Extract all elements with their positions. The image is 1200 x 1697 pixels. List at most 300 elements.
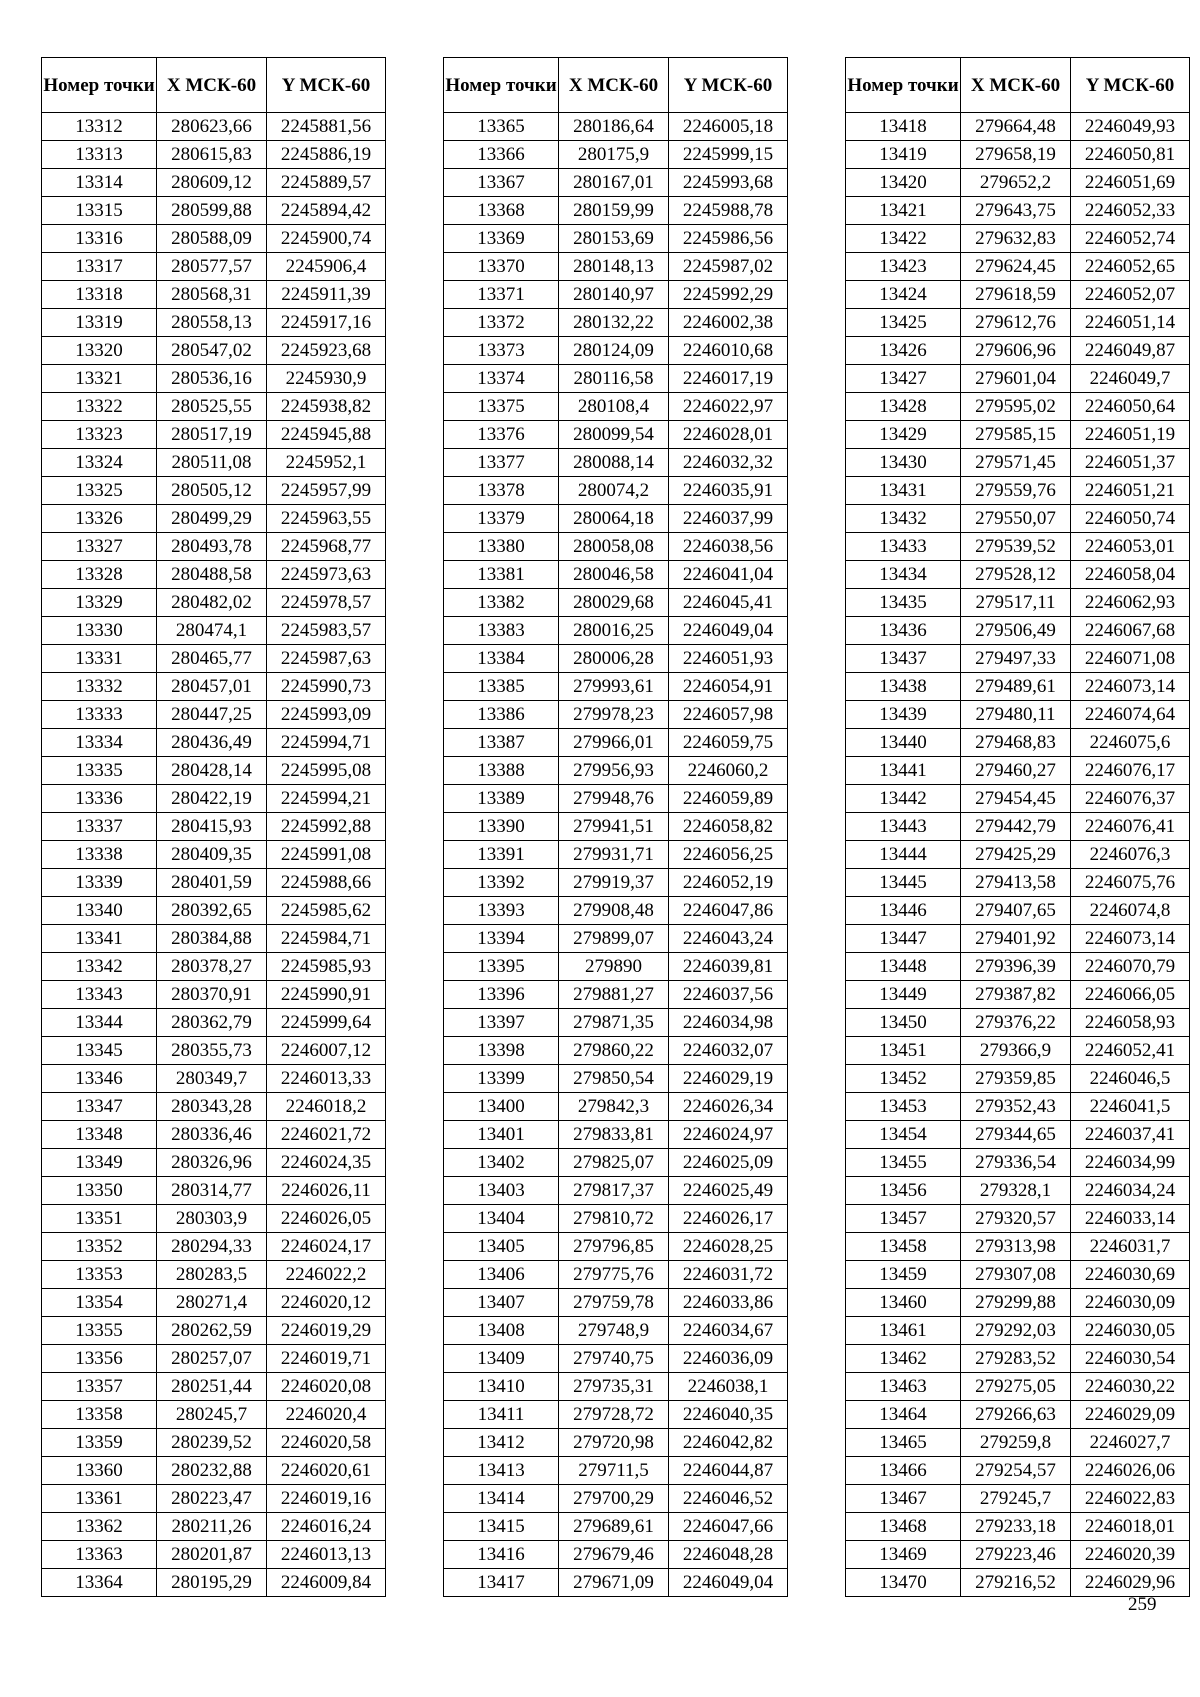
y-coordinate-cell: 2245993,09 [267, 701, 386, 729]
table-row [444, 1261, 788, 1289]
point-number-cell: 13429 [846, 421, 961, 449]
table-row [846, 869, 1190, 897]
point-number-cell: 13470 [846, 1569, 961, 1597]
y-coordinate-cell: 2246052,65 [1071, 253, 1190, 281]
table-header [42, 58, 386, 113]
point-number-cell: 13319 [42, 309, 157, 337]
x-coordinate-cell: 279216,52 [961, 1569, 1071, 1597]
y-coordinate-cell: 2245881,56 [267, 113, 386, 141]
point-number-cell: 13387 [444, 729, 559, 757]
y-coordinate-cell: 2246051,69 [1071, 169, 1190, 197]
x-coordinate-cell: 280362,79 [157, 1009, 267, 1037]
table-row [42, 1233, 386, 1261]
y-coordinate-cell: 2246070,79 [1071, 953, 1190, 981]
table-row [846, 1373, 1190, 1401]
y-coordinate-cell: 2246027,7 [1071, 1429, 1190, 1457]
y-coordinate-cell: 2246050,81 [1071, 141, 1190, 169]
x-coordinate-cell: 280568,31 [157, 281, 267, 309]
table-row [846, 1289, 1190, 1317]
point-number-cell: 13460 [846, 1289, 961, 1317]
point-number-cell: 13398 [444, 1037, 559, 1065]
x-coordinate-cell: 279740,75 [559, 1345, 669, 1373]
point-number-cell: 13445 [846, 869, 961, 897]
x-coordinate-cell: 280132,22 [559, 309, 669, 337]
point-number-cell: 13366 [444, 141, 559, 169]
table-row [444, 813, 788, 841]
x-coordinate-cell: 280108,4 [559, 393, 669, 421]
table-row [444, 365, 788, 393]
table-row [42, 1037, 386, 1065]
point-number-cell: 13411 [444, 1401, 559, 1429]
table-row [846, 981, 1190, 1009]
table-row [444, 1037, 788, 1065]
table-row [444, 1093, 788, 1121]
y-coordinate-cell: 2246028,25 [669, 1233, 788, 1261]
point-number-cell: 13425 [846, 309, 961, 337]
table-row [846, 645, 1190, 673]
x-coordinate-cell: 279425,29 [961, 841, 1071, 869]
table-row [42, 169, 386, 197]
table-row [846, 1513, 1190, 1541]
header-point-number: Номер точки [42, 58, 157, 113]
point-number-cell: 13428 [846, 393, 961, 421]
y-coordinate-cell: 2246020,4 [267, 1401, 386, 1429]
y-coordinate-cell: 2246032,32 [669, 449, 788, 477]
table-row [846, 141, 1190, 169]
point-number-cell: 13430 [846, 449, 961, 477]
x-coordinate-cell: 280415,93 [157, 813, 267, 841]
table-row [846, 757, 1190, 785]
point-number-cell: 13389 [444, 785, 559, 813]
table-row [42, 1457, 386, 1485]
table-row [846, 1093, 1190, 1121]
table-row [444, 1513, 788, 1541]
x-coordinate-cell: 280058,08 [559, 533, 669, 561]
y-coordinate-cell: 2246039,81 [669, 953, 788, 981]
y-coordinate-cell: 2246017,19 [669, 365, 788, 393]
x-coordinate-cell: 279825,07 [559, 1149, 669, 1177]
x-coordinate-cell: 279550,07 [961, 505, 1071, 533]
x-coordinate-cell: 280186,64 [559, 113, 669, 141]
table-row [42, 589, 386, 617]
point-number-cell: 13459 [846, 1261, 961, 1289]
table-row [444, 1065, 788, 1093]
point-number-cell: 13414 [444, 1485, 559, 1513]
y-coordinate-cell: 2246052,74 [1071, 225, 1190, 253]
point-number-cell: 13413 [444, 1457, 559, 1485]
point-number-cell: 13419 [846, 141, 961, 169]
x-coordinate-cell: 279810,72 [559, 1205, 669, 1233]
table-row [444, 1485, 788, 1513]
table-row [444, 113, 788, 141]
x-coordinate-cell: 279700,29 [559, 1485, 669, 1513]
x-coordinate-cell: 279320,57 [961, 1205, 1071, 1233]
y-coordinate-cell: 2246051,21 [1071, 477, 1190, 505]
x-coordinate-cell: 279489,61 [961, 673, 1071, 701]
y-coordinate-cell: 2246052,33 [1071, 197, 1190, 225]
y-coordinate-cell: 2245995,08 [267, 757, 386, 785]
point-number-cell: 13417 [444, 1569, 559, 1597]
table-row [846, 505, 1190, 533]
point-number-cell: 13335 [42, 757, 157, 785]
table-row [846, 393, 1190, 421]
header-y-msk60: Y МСК-60 [267, 58, 386, 113]
x-coordinate-cell: 279359,85 [961, 1065, 1071, 1093]
point-number-cell: 13352 [42, 1233, 157, 1261]
x-coordinate-cell: 280271,4 [157, 1289, 267, 1317]
point-number-cell: 13355 [42, 1317, 157, 1345]
x-coordinate-cell: 279376,22 [961, 1009, 1071, 1037]
x-coordinate-cell: 279908,48 [559, 897, 669, 925]
table-row [42, 1149, 386, 1177]
y-coordinate-cell: 2246030,69 [1071, 1261, 1190, 1289]
point-number-cell: 13447 [846, 925, 961, 953]
point-number-cell: 13338 [42, 841, 157, 869]
point-number-cell: 13324 [42, 449, 157, 477]
table-row [846, 701, 1190, 729]
x-coordinate-cell: 279454,45 [961, 785, 1071, 813]
x-coordinate-cell: 280482,02 [157, 589, 267, 617]
y-coordinate-cell: 2246053,01 [1071, 533, 1190, 561]
point-number-cell: 13379 [444, 505, 559, 533]
table-row [42, 645, 386, 673]
point-number-cell: 13418 [846, 113, 961, 141]
x-coordinate-cell: 279352,43 [961, 1093, 1071, 1121]
table-row [42, 1205, 386, 1233]
y-coordinate-cell: 2245911,39 [267, 281, 386, 309]
point-number-cell: 13348 [42, 1121, 157, 1149]
table-row [444, 477, 788, 505]
table-row [444, 701, 788, 729]
table-row [846, 281, 1190, 309]
point-number-cell: 13315 [42, 197, 157, 225]
table-row [42, 701, 386, 729]
table-row [846, 1121, 1190, 1149]
y-coordinate-cell: 2246005,18 [669, 113, 788, 141]
y-coordinate-cell: 2246016,24 [267, 1513, 386, 1541]
x-coordinate-cell: 280615,83 [157, 141, 267, 169]
table-row [42, 141, 386, 169]
table-row [444, 1009, 788, 1037]
table-row [42, 1177, 386, 1205]
table-row [444, 449, 788, 477]
y-coordinate-cell: 2246050,64 [1071, 393, 1190, 421]
y-coordinate-cell: 2245952,1 [267, 449, 386, 477]
x-coordinate-cell: 280140,97 [559, 281, 669, 309]
y-coordinate-cell: 2246026,11 [267, 1177, 386, 1205]
point-number-cell: 13400 [444, 1093, 559, 1121]
x-coordinate-cell: 280006,28 [559, 645, 669, 673]
y-coordinate-cell: 2246025,09 [669, 1149, 788, 1177]
y-coordinate-cell: 2246018,2 [267, 1093, 386, 1121]
table-row [42, 869, 386, 897]
point-number-cell: 13317 [42, 253, 157, 281]
table-row [42, 897, 386, 925]
x-coordinate-cell: 279796,85 [559, 1233, 669, 1261]
point-number-cell: 13330 [42, 617, 157, 645]
x-coordinate-cell: 280064,18 [559, 505, 669, 533]
y-coordinate-cell: 2245991,08 [267, 841, 386, 869]
y-coordinate-cell: 2246047,86 [669, 897, 788, 925]
point-number-cell: 13443 [846, 813, 961, 841]
point-number-cell: 13345 [42, 1037, 157, 1065]
point-number-cell: 13360 [42, 1457, 157, 1485]
x-coordinate-cell: 280016,25 [559, 617, 669, 645]
x-coordinate-cell: 279460,27 [961, 757, 1071, 785]
x-coordinate-cell: 280499,29 [157, 505, 267, 533]
table-row [846, 785, 1190, 813]
table-row [846, 169, 1190, 197]
point-number-cell: 13438 [846, 673, 961, 701]
point-number-cell: 13422 [846, 225, 961, 253]
table-body [444, 113, 788, 1597]
x-coordinate-cell: 279336,54 [961, 1149, 1071, 1177]
y-coordinate-cell: 2246034,24 [1071, 1177, 1190, 1205]
y-coordinate-cell: 2246058,04 [1071, 561, 1190, 589]
table-row [444, 1569, 788, 1597]
x-coordinate-cell: 280232,88 [157, 1457, 267, 1485]
table-row [42, 197, 386, 225]
point-number-cell: 13409 [444, 1345, 559, 1373]
x-coordinate-cell: 280517,19 [157, 421, 267, 449]
y-coordinate-cell: 2246062,93 [1071, 589, 1190, 617]
point-number-cell: 13380 [444, 533, 559, 561]
y-coordinate-cell: 2246049,04 [669, 617, 788, 645]
x-coordinate-cell: 280558,13 [157, 309, 267, 337]
point-number-cell: 13431 [846, 477, 961, 505]
y-coordinate-cell: 2245917,16 [267, 309, 386, 337]
table-row [444, 1121, 788, 1149]
point-number-cell: 13456 [846, 1177, 961, 1205]
x-coordinate-cell: 279539,52 [961, 533, 1071, 561]
point-number-cell: 13340 [42, 897, 157, 925]
x-coordinate-cell: 279606,96 [961, 337, 1071, 365]
table-row [42, 673, 386, 701]
x-coordinate-cell: 279833,81 [559, 1121, 669, 1149]
point-number-cell: 13378 [444, 477, 559, 505]
table-row [444, 981, 788, 1009]
table-row [846, 1065, 1190, 1093]
y-coordinate-cell: 2245993,68 [669, 169, 788, 197]
y-coordinate-cell: 2245900,74 [267, 225, 386, 253]
y-coordinate-cell: 2246026,06 [1071, 1457, 1190, 1485]
table-row [42, 785, 386, 813]
table-row [846, 561, 1190, 589]
y-coordinate-cell: 2246075,76 [1071, 869, 1190, 897]
point-number-cell: 13410 [444, 1373, 559, 1401]
y-coordinate-cell: 2245984,71 [267, 925, 386, 953]
point-number-cell: 13354 [42, 1289, 157, 1317]
x-coordinate-cell: 280251,44 [157, 1373, 267, 1401]
x-coordinate-cell: 279328,1 [961, 1177, 1071, 1205]
point-number-cell: 13397 [444, 1009, 559, 1037]
table-body [42, 113, 386, 1597]
x-coordinate-cell: 279442,79 [961, 813, 1071, 841]
x-coordinate-cell: 280422,19 [157, 785, 267, 813]
table-row [42, 449, 386, 477]
point-number-cell: 13461 [846, 1317, 961, 1345]
y-coordinate-cell: 2246031,7 [1071, 1233, 1190, 1261]
point-number-cell: 13327 [42, 533, 157, 561]
x-coordinate-cell: 280074,2 [559, 477, 669, 505]
point-number-cell: 13362 [42, 1513, 157, 1541]
x-coordinate-cell: 280283,5 [157, 1261, 267, 1289]
table-row [42, 1401, 386, 1429]
y-coordinate-cell: 2246025,49 [669, 1177, 788, 1205]
y-coordinate-cell: 2246024,35 [267, 1149, 386, 1177]
y-coordinate-cell: 2246038,56 [669, 533, 788, 561]
point-number-cell: 13321 [42, 365, 157, 393]
point-number-cell: 13427 [846, 365, 961, 393]
x-coordinate-cell: 279612,76 [961, 309, 1071, 337]
y-coordinate-cell: 2246022,2 [267, 1261, 386, 1289]
y-coordinate-cell: 2246058,93 [1071, 1009, 1190, 1037]
y-coordinate-cell: 2245963,55 [267, 505, 386, 533]
x-coordinate-cell: 280099,54 [559, 421, 669, 449]
point-number-cell: 13359 [42, 1429, 157, 1457]
x-coordinate-cell: 279735,31 [559, 1373, 669, 1401]
point-number-cell: 13458 [846, 1233, 961, 1261]
point-number-cell: 13323 [42, 421, 157, 449]
table-row [846, 1261, 1190, 1289]
table-row [42, 561, 386, 589]
table-row [444, 1233, 788, 1261]
x-coordinate-cell: 279775,76 [559, 1261, 669, 1289]
x-coordinate-cell: 280343,28 [157, 1093, 267, 1121]
table-row [42, 813, 386, 841]
x-coordinate-cell: 279720,98 [559, 1429, 669, 1457]
header-row [42, 58, 386, 113]
point-number-cell: 13353 [42, 1261, 157, 1289]
x-coordinate-cell: 280336,46 [157, 1121, 267, 1149]
y-coordinate-cell: 2246010,68 [669, 337, 788, 365]
point-number-cell: 13377 [444, 449, 559, 477]
y-coordinate-cell: 2246044,87 [669, 1457, 788, 1485]
table-row [42, 1513, 386, 1541]
table-row [42, 505, 386, 533]
table-row [444, 589, 788, 617]
y-coordinate-cell: 2246042,82 [669, 1429, 788, 1457]
table-row [846, 1149, 1190, 1177]
x-coordinate-cell: 279585,15 [961, 421, 1071, 449]
x-coordinate-cell: 279728,72 [559, 1401, 669, 1429]
point-number-cell: 13331 [42, 645, 157, 673]
table-row [42, 841, 386, 869]
x-coordinate-cell: 279233,18 [961, 1513, 1071, 1541]
point-number-cell: 13392 [444, 869, 559, 897]
x-coordinate-cell: 280239,52 [157, 1429, 267, 1457]
point-number-cell: 13313 [42, 141, 157, 169]
point-number-cell: 13333 [42, 701, 157, 729]
point-number-cell: 13446 [846, 897, 961, 925]
y-coordinate-cell: 2246024,97 [669, 1121, 788, 1149]
table-row [42, 1065, 386, 1093]
point-number-cell: 13432 [846, 505, 961, 533]
y-coordinate-cell: 2245985,93 [267, 953, 386, 981]
y-coordinate-cell: 2246034,99 [1071, 1149, 1190, 1177]
point-number-cell: 13455 [846, 1149, 961, 1177]
y-coordinate-cell: 2245906,4 [267, 253, 386, 281]
point-number-cell: 13316 [42, 225, 157, 253]
table-row [42, 225, 386, 253]
table-row [846, 113, 1190, 141]
table-row [846, 477, 1190, 505]
table-body [846, 113, 1190, 1597]
x-coordinate-cell: 280436,49 [157, 729, 267, 757]
table-row [444, 393, 788, 421]
header-point-number: Номер точки [444, 58, 559, 113]
y-coordinate-cell: 2245938,82 [267, 393, 386, 421]
y-coordinate-cell: 2246018,01 [1071, 1513, 1190, 1541]
x-coordinate-cell: 279919,37 [559, 869, 669, 897]
x-coordinate-cell: 279292,03 [961, 1317, 1071, 1345]
x-coordinate-cell: 279506,49 [961, 617, 1071, 645]
y-coordinate-cell: 2246002,38 [669, 309, 788, 337]
table-row [846, 1457, 1190, 1485]
y-coordinate-cell: 2245957,99 [267, 477, 386, 505]
y-coordinate-cell: 2246074,8 [1071, 897, 1190, 925]
table-row [42, 1121, 386, 1149]
x-coordinate-cell: 280588,09 [157, 225, 267, 253]
point-number-cell: 13426 [846, 337, 961, 365]
point-number-cell: 13347 [42, 1093, 157, 1121]
point-number-cell: 13442 [846, 785, 961, 813]
table-row [42, 1317, 386, 1345]
y-coordinate-cell: 2246022,83 [1071, 1485, 1190, 1513]
point-number-cell: 13469 [846, 1541, 961, 1569]
table-row [444, 1429, 788, 1457]
x-coordinate-cell: 279652,2 [961, 169, 1071, 197]
y-coordinate-cell: 2246029,09 [1071, 1401, 1190, 1429]
table-row [444, 617, 788, 645]
table-row [846, 449, 1190, 477]
y-coordinate-cell: 2246019,29 [267, 1317, 386, 1345]
y-coordinate-cell: 2246019,16 [267, 1485, 386, 1513]
y-coordinate-cell: 2246076,3 [1071, 841, 1190, 869]
table-row [846, 729, 1190, 757]
x-coordinate-cell: 279632,83 [961, 225, 1071, 253]
coordinate-tables [41, 57, 1193, 1593]
y-coordinate-cell: 2246040,35 [669, 1401, 788, 1429]
x-coordinate-cell: 279748,9 [559, 1317, 669, 1345]
y-coordinate-cell: 2246009,84 [267, 1569, 386, 1597]
x-coordinate-cell: 280159,99 [559, 197, 669, 225]
x-coordinate-cell: 280401,59 [157, 869, 267, 897]
y-coordinate-cell: 2246020,58 [267, 1429, 386, 1457]
x-coordinate-cell: 279850,54 [559, 1065, 669, 1093]
x-coordinate-cell: 279966,01 [559, 729, 669, 757]
point-number-cell: 13322 [42, 393, 157, 421]
point-number-cell: 13346 [42, 1065, 157, 1093]
x-coordinate-cell: 279254,57 [961, 1457, 1071, 1485]
point-number-cell: 13371 [444, 281, 559, 309]
x-coordinate-cell: 280029,68 [559, 589, 669, 617]
table-row [444, 729, 788, 757]
x-coordinate-cell: 280314,77 [157, 1177, 267, 1205]
x-coordinate-cell: 280257,07 [157, 1345, 267, 1373]
page-number: 259 [1128, 1594, 1157, 1615]
y-coordinate-cell: 2246033,86 [669, 1289, 788, 1317]
y-coordinate-cell: 2246049,87 [1071, 337, 1190, 365]
x-coordinate-cell: 280355,73 [157, 1037, 267, 1065]
x-coordinate-cell: 280599,88 [157, 197, 267, 225]
table-row [846, 589, 1190, 617]
point-number-cell: 13393 [444, 897, 559, 925]
table-row [444, 253, 788, 281]
y-coordinate-cell: 2246030,09 [1071, 1289, 1190, 1317]
y-coordinate-cell: 2246046,5 [1071, 1065, 1190, 1093]
table-row [42, 1485, 386, 1513]
